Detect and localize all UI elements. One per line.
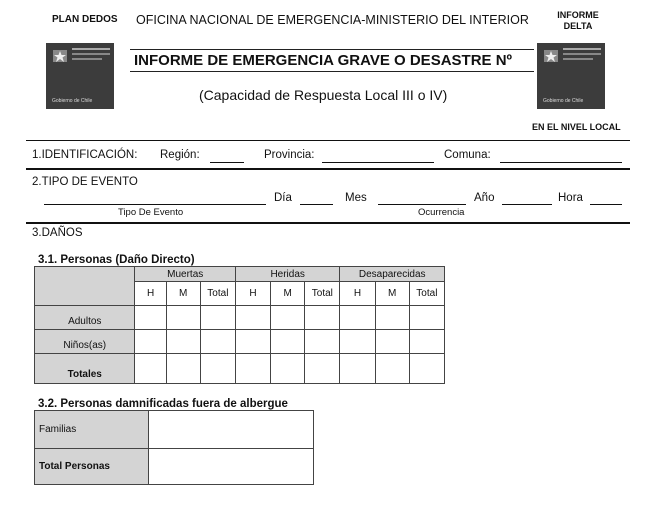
data-cell[interactable]	[409, 330, 444, 354]
government-logo-right	[537, 43, 605, 109]
hour-label: Hora	[558, 192, 583, 204]
data-cell[interactable]	[166, 354, 200, 384]
data-cell[interactable]	[200, 330, 235, 354]
data-cell[interactable]	[271, 354, 305, 384]
homeless-section-title: 3.2. Personas damnificadas fuera de albergue	[38, 398, 288, 410]
corner-cell	[35, 267, 135, 306]
data-cell[interactable]	[375, 306, 409, 330]
chile-crest-icon	[543, 48, 559, 64]
section1-label: 1.IDENTIFICACIÓN:	[32, 149, 138, 161]
title-bottom-rule	[130, 71, 534, 72]
logo-caption-left: Gobierno de Chile	[52, 98, 93, 104]
row-label-children: Niños(as)	[35, 330, 135, 354]
report-type	[548, 10, 608, 32]
section3-label: 3.DAÑOS	[32, 227, 83, 239]
commune-field[interactable]	[500, 152, 622, 163]
families-value-cell[interactable]	[148, 411, 313, 449]
subheader-m: M	[166, 282, 200, 306]
day-label: Día	[274, 192, 292, 204]
table-row	[35, 411, 314, 449]
data-cell[interactable]	[235, 306, 270, 330]
page-subtitle: (Capacidad de Respuesta Local III o IV)	[199, 87, 448, 103]
region-label: Región:	[160, 149, 200, 161]
data-cell[interactable]	[340, 354, 375, 384]
persons-damage-table	[34, 266, 445, 384]
agency-name: OFICINA NACIONAL DE EMERGENCIA-MINISTERIO DEL INTERIOR	[136, 13, 529, 27]
subheader-m: M	[375, 282, 409, 306]
subheader-h: H	[235, 282, 270, 306]
data-cell[interactable]	[409, 306, 444, 330]
year-label: Año	[474, 192, 495, 204]
occurrence-caption: Ocurrencia	[418, 207, 465, 218]
table-row	[35, 330, 445, 354]
section2-bottom-rule	[26, 222, 630, 224]
row-label-totals: Totales	[35, 354, 135, 384]
table-row	[35, 306, 445, 330]
row-label-families: Familias	[35, 411, 149, 449]
table-row	[35, 354, 445, 384]
chile-crest-icon	[52, 48, 68, 64]
data-cell[interactable]	[305, 330, 340, 354]
data-cell[interactable]	[409, 354, 444, 384]
data-cell[interactable]	[375, 330, 409, 354]
data-cell[interactable]	[375, 354, 409, 384]
data-cell[interactable]	[235, 354, 270, 384]
data-cell[interactable]	[340, 330, 375, 354]
data-cell[interactable]	[305, 354, 340, 384]
homeless-table	[34, 410, 314, 485]
data-cell[interactable]	[271, 330, 305, 354]
subheader-m: M	[271, 282, 305, 306]
year-field[interactable]	[502, 194, 552, 205]
logo-caption-right: Gobierno de Chile	[543, 98, 584, 104]
table-row	[35, 449, 314, 485]
data-cell[interactable]	[235, 330, 270, 354]
total-persons-value-cell[interactable]	[148, 449, 313, 485]
persons-section-title: 3.1. Personas (Daño Directo)	[38, 254, 195, 266]
commune-label: Comuna:	[444, 149, 491, 161]
page-title: INFORME DE EMERGENCIA GRAVE O DESASTRE Nº	[134, 52, 513, 69]
data-cell[interactable]	[200, 354, 235, 384]
hour-field[interactable]	[590, 194, 622, 205]
group-header-missing: Desaparecidas	[340, 267, 445, 282]
data-cell[interactable]	[271, 306, 305, 330]
month-label: Mes	[345, 192, 367, 204]
data-cell[interactable]	[305, 306, 340, 330]
subheader-h: H	[135, 282, 166, 306]
section2-label: 2.TIPO DE EVENTO	[32, 176, 138, 188]
section1-bottom-rule	[26, 168, 630, 170]
subheader-h: H	[340, 282, 375, 306]
row-label-adults: Adultos	[35, 306, 135, 330]
group-header-dead: Muertas	[135, 267, 235, 282]
subheader-total: Total	[200, 282, 235, 306]
group-header-injured: Heridas	[235, 267, 339, 282]
row-label-total-persons: Total Personas	[35, 449, 149, 485]
event-type-caption: Tipo De Evento	[118, 207, 184, 218]
data-cell[interactable]	[135, 306, 166, 330]
section1-top-rule	[26, 140, 630, 141]
month-field[interactable]	[378, 194, 466, 205]
data-cell[interactable]	[166, 330, 200, 354]
report-type-line2: DELTA	[563, 21, 593, 31]
event-type-field[interactable]	[44, 194, 266, 205]
plan-name: PLAN DEDOS	[52, 14, 118, 25]
subheader-total: Total	[409, 282, 444, 306]
data-cell[interactable]	[135, 354, 166, 384]
data-cell[interactable]	[200, 306, 235, 330]
data-cell[interactable]	[340, 306, 375, 330]
data-cell[interactable]	[166, 306, 200, 330]
day-field[interactable]	[300, 194, 333, 205]
data-cell[interactable]	[135, 330, 166, 354]
report-type-line1: INFORME	[557, 10, 599, 20]
level-label: EN EL NIVEL LOCAL	[532, 122, 621, 132]
province-field[interactable]	[322, 152, 434, 163]
title-top-rule	[130, 49, 534, 50]
region-field[interactable]	[210, 152, 244, 163]
government-logo-left	[46, 43, 114, 109]
subheader-total: Total	[305, 282, 340, 306]
province-label: Provincia:	[264, 149, 315, 161]
